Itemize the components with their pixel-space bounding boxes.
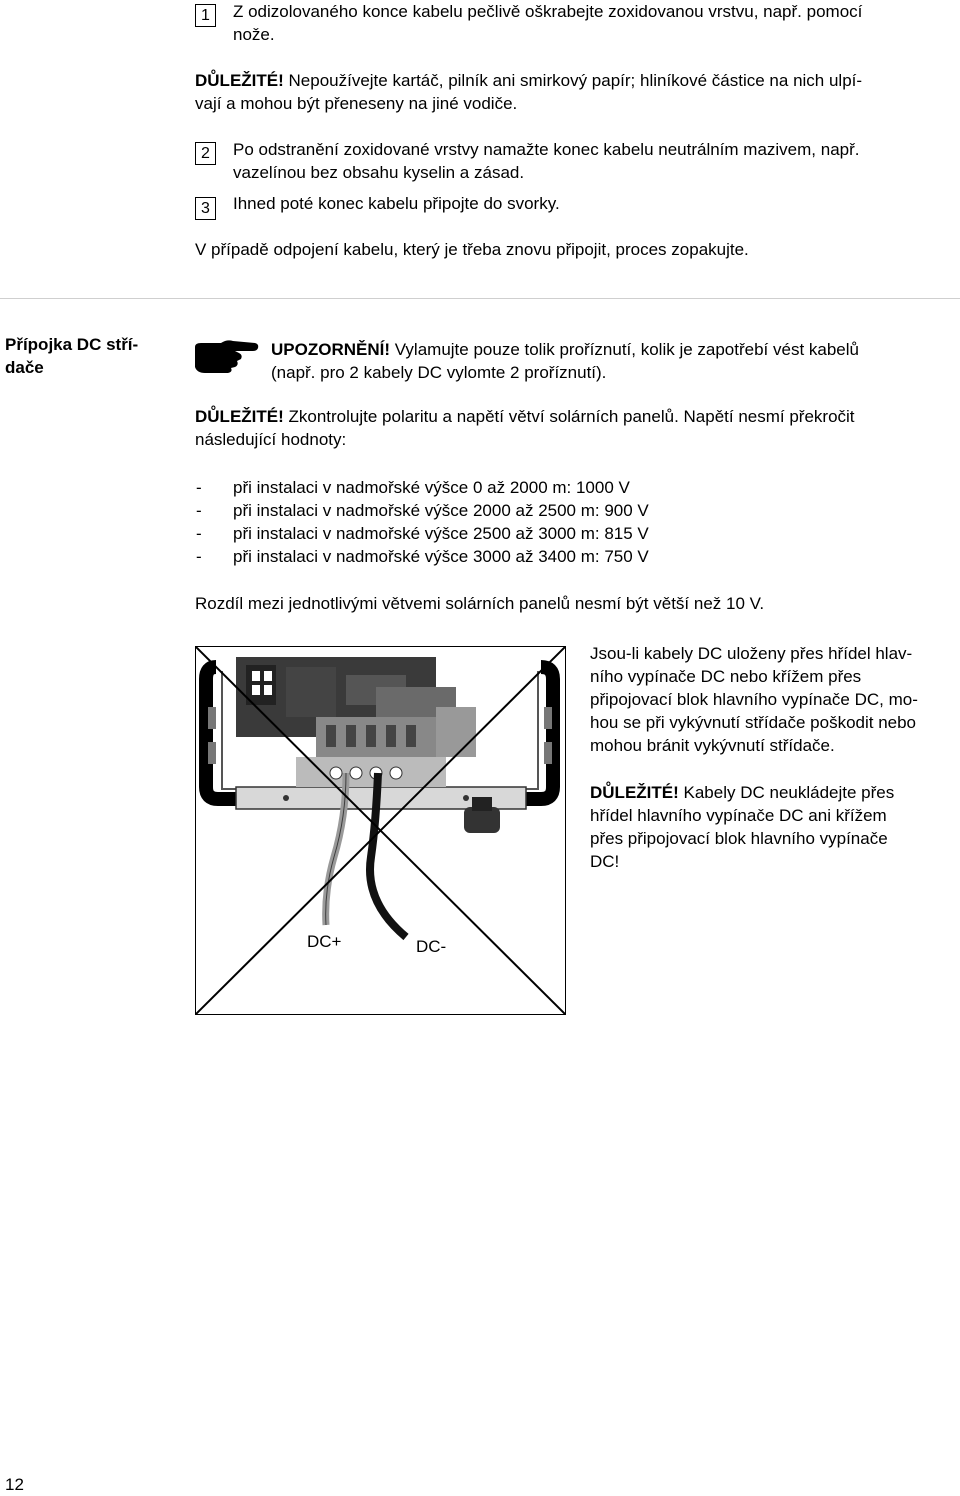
list-dash: - (196, 547, 202, 566)
important-3-line1: Kabely DC neukládejte přes (678, 783, 895, 802)
step-2-text-line1: Po odstranění zoxidované vrstvy namažte konec kabelu neutrálním mazivem, např. (233, 140, 860, 159)
dc-minus-label: DC- (416, 937, 447, 956)
dc-plus-label: DC+ (307, 932, 342, 951)
important-3-line: přes připojovací blok hlavního vypínače (590, 829, 888, 848)
important-note-1 (195, 69, 862, 92)
difference-note: Rozdíl mezi jednotlivými větvemi solárních panelů nesmí být větší než 10 V. (195, 594, 765, 613)
list-item: při instalaci v nadmořské výšce 2000 až 2500 m: 900 V (233, 501, 649, 520)
list-item: při instalaci v nadmořské výšce 2500 až 3000 m: 815 V (233, 524, 649, 543)
warning-line: mohou bránit vykývnutí střídače. (590, 736, 835, 755)
notice-text-line1: Vylamujte pouze tolik proříznutí, kolik je zapotřebí vést kabelů (390, 340, 859, 359)
important-3-line: DC! (590, 852, 620, 871)
reconnect-note: V případě odpojení kabelu, který je třeba znovu připojit, proces zopakujte. (195, 240, 749, 259)
list-item: při instalaci v nadmořské výšce 3000 až 3400 m: 750 V (233, 547, 649, 566)
important-note-2 (195, 405, 855, 428)
list-dash: - (196, 478, 202, 497)
section-title-line1: Přípojka DC stří- (5, 335, 139, 354)
important-2-line1: Zkontrolujte polaritu a napětí větví solárních panelů. Napětí nesmí překročit (283, 407, 855, 426)
important-label: DŮLEŽITÉ! (195, 407, 284, 426)
warning-text (590, 642, 918, 757)
page-number: 12 (5, 1475, 24, 1494)
step-1-text-line2: nože. (233, 25, 275, 44)
section-title-line2: dače (5, 358, 44, 377)
section-divider (0, 298, 960, 299)
step-number-1: 1 (195, 4, 216, 27)
step-2-text-line2: vazelínou bez obsahu kyselin a zásad. (233, 163, 525, 182)
dc-cable-diagram (195, 646, 566, 1015)
important-3-line: hřídel hlavního vypínače DC ani křížem (590, 806, 887, 825)
step-number-3: 3 (195, 197, 216, 220)
list-dash: - (196, 501, 202, 520)
warning-line: připojovací blok hlavního vypínače DC, mo- (590, 690, 918, 709)
list-item: při instalaci v nadmořské výšce 0 až 2000 m: 1000 V (233, 478, 630, 497)
step-number-2: 2 (195, 142, 216, 165)
important-1-line2: vají a mohou být přeneseny na jiné vodiče. (195, 94, 518, 113)
notice-line1 (271, 338, 859, 361)
warning-line: Jsou-li kabely DC uloženy přes hřídel hlav- (590, 644, 913, 663)
pointing-hand-icon (193, 337, 259, 377)
warning-line: ního vypínače DC nebo křížem přes (590, 667, 862, 686)
warning-line: hou se při vykývnutí střídače poškodit nebo (590, 713, 917, 732)
important-label: DŮLEŽITÉ! (195, 71, 284, 90)
section-title (5, 333, 175, 379)
important-label: DŮLEŽITÉ! (590, 783, 679, 802)
notice-line2: (např. pro 2 kabely DC vylomte 2 proříznutí). (271, 363, 607, 382)
list-dash: - (196, 524, 202, 543)
important-note-3 (590, 781, 894, 873)
important-1-line1: Nepoužívejte kartáč, pilník ani smirkový papír; hliníkové částice na nich ulpí- (283, 71, 863, 90)
step-1-text-line1: Z odizolovaného konce kabelu pečlivě oškrabejte zoxidovanou vrstvu, např. pomocí (233, 2, 863, 21)
step-3-text: Ihned poté konec kabelu připojte do svorky. (233, 194, 560, 213)
important-2-line2: následující hodnoty: (195, 430, 347, 449)
notice-label: UPOZORNĚNÍ! (271, 340, 390, 359)
